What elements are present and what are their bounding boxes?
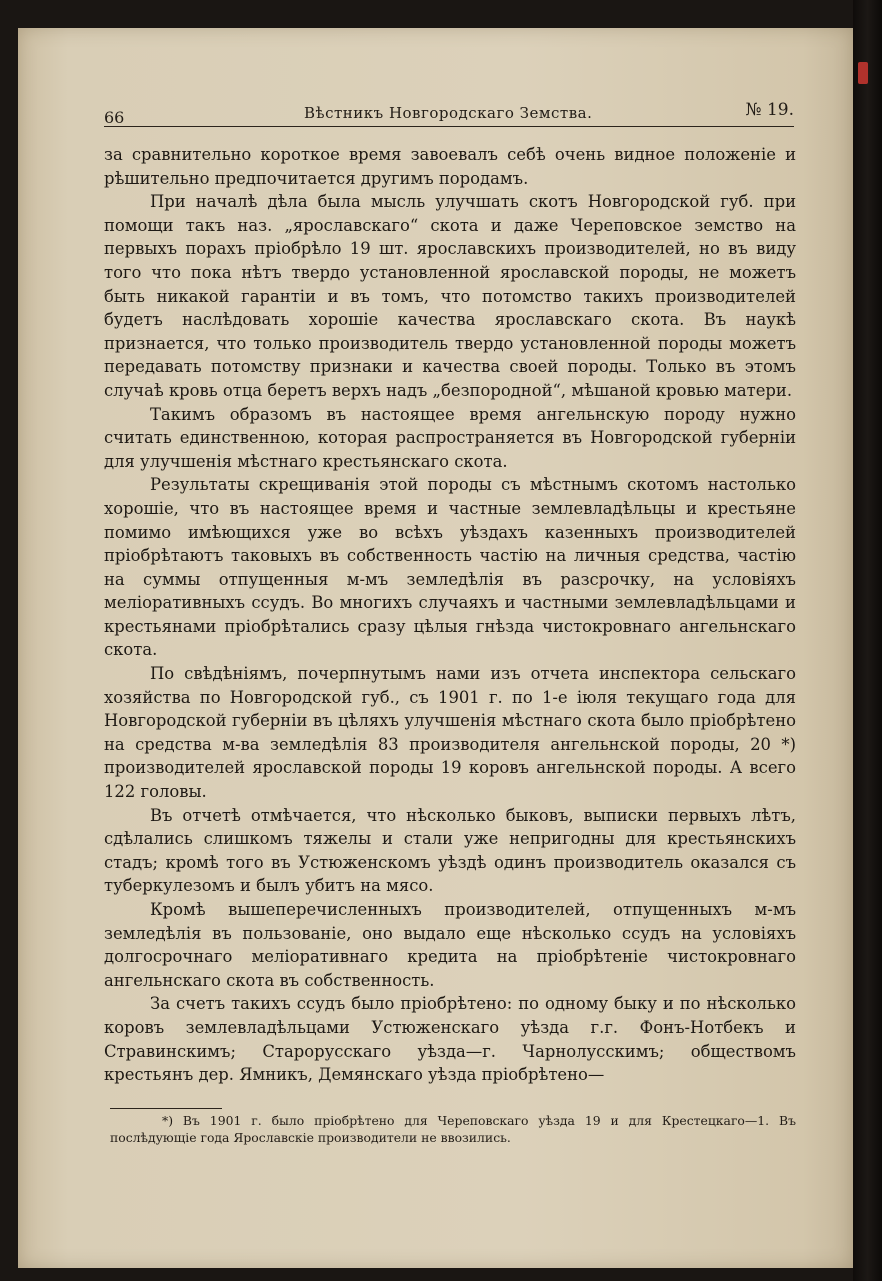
book-spine [853, 0, 882, 1281]
page-number: 66 [104, 108, 125, 127]
paragraph: за сравнительно короткое время завоевалъ себѣ очень видное положеніе и рѣшительно предпочитается другимъ породамъ. [104, 145, 796, 188]
body-text [104, 143, 796, 1087]
paragraph: По свѣдѣніямъ, почерпнутымъ нами изъ отчета инспектора сельскаго хозяйства по Новгородской губ., съ 1901 г. по 1-е іюля текущаго года для Новгородской губерніи въ цѣляхъ улучшенія мѣстнаго скота было пріобрѣтено на средства м-ва земледѣлія 83 производителя ангельнской породы, 20 *) производителей ярославской породы 19 коровъ ангельнской породы. А всего 122 головы. [104, 664, 796, 802]
issue-number: № 19. [745, 100, 794, 120]
journal-title: Вѣстникъ Новгородскаго Земства. [304, 104, 593, 122]
paragraph: Такимъ образомъ въ настоящее время ангельнскую породу нужно считать единственною, которая распространяется въ Новгородской губерніи для улучшенія мѣстнаго крестьянскаго скота. [104, 404, 796, 471]
paragraph: При началѣ дѣла была мысль улучшать скотъ Новгородской губ. при помощи такъ наз. „ярославскаго“ скота и даже Череповское земство на первыхъ порахъ пріобрѣло 19 шт. ярославскихъ производителей, но въ виду того что пока нѣтъ твердо установленной ярославской породы, не можетъ быть никакой гарантіи и въ томъ, что потомство такихъ производителей будетъ наслѣдовать хорошіе качества ярославскаго скота. Въ наукѣ признается, что только производитель твердо установленной породы можетъ передавать потомству признаки и качества своей породы. Только въ этомъ случаѣ кровь отца беретъ верхъ надъ „безпородной“, мѣшаной кровью матери. [104, 192, 796, 400]
paragraph: Кромѣ вышеперечисленныхъ производителей, отпущенныхъ м-мъ земледѣлія въ пользованіе, оно выдало еще нѣсколько ссудъ на условіяхъ долгосрочнаго меліоративнаго кредита на пріобрѣтеніе чистокровнаго ангельнскаго скота въ собственность. [104, 900, 796, 990]
footnote-text: *) Въ 1901 г. было пріобрѣтено для Череповскаго уѣзда 19 и для Крестецкаго—1. Въ послѣдующіе года Ярославскіе производители не ввозились. [110, 1113, 796, 1145]
footnote [110, 1112, 796, 1146]
running-header [104, 100, 794, 127]
red-bookmark-tab [858, 62, 868, 84]
paragraph: Результаты скрещиванія этой породы съ мѣстнымъ скотомъ настолько хорошіе, что въ настоящее время и частные землевладѣльцы и крестьяне помимо имѣющихся уже во всѣхъ уѣздахъ казенныхъ производителей пріобрѣтаютъ таковыхъ въ собственность частію на личныя средства, частію на суммы отпущенныя м-мъ земледѣлія въ разсрочку, на условіяхъ меліоративныхъ ссудъ. Во многихъ случаяхъ и частными землевладѣльцами и крестьянами пріобрѣтались сразу цѣлыя гнѣзда чистокровнаго ангельнскаго скота. [104, 475, 796, 660]
footnote-rule [110, 1108, 222, 1109]
paragraph: За счетъ такихъ ссудъ было пріобрѣтено: по одному быку и по нѣсколько коровъ землевладѣльцами Устюженскаго уѣзда г.г. Фонъ-Нотбекъ и Стравинскимъ; Старорусскаго уѣзда—г. Чарнолусскимъ; обществомъ крестьянъ дер. Ямникъ, Демянскаго уѣзда пріобрѣтено— [104, 994, 796, 1085]
paragraph: Въ отчетѣ отмѣчается, что нѣсколько быковъ, выписки первыхъ лѣтъ, сдѣлались слишкомъ тяжелы и стали уже непригодны для крестьянскихъ стадъ; кромѣ того въ Устюженскомъ уѣздѣ одинъ производитель оказался съ туберкулезомъ и былъ убитъ на мясо. [104, 805, 796, 896]
